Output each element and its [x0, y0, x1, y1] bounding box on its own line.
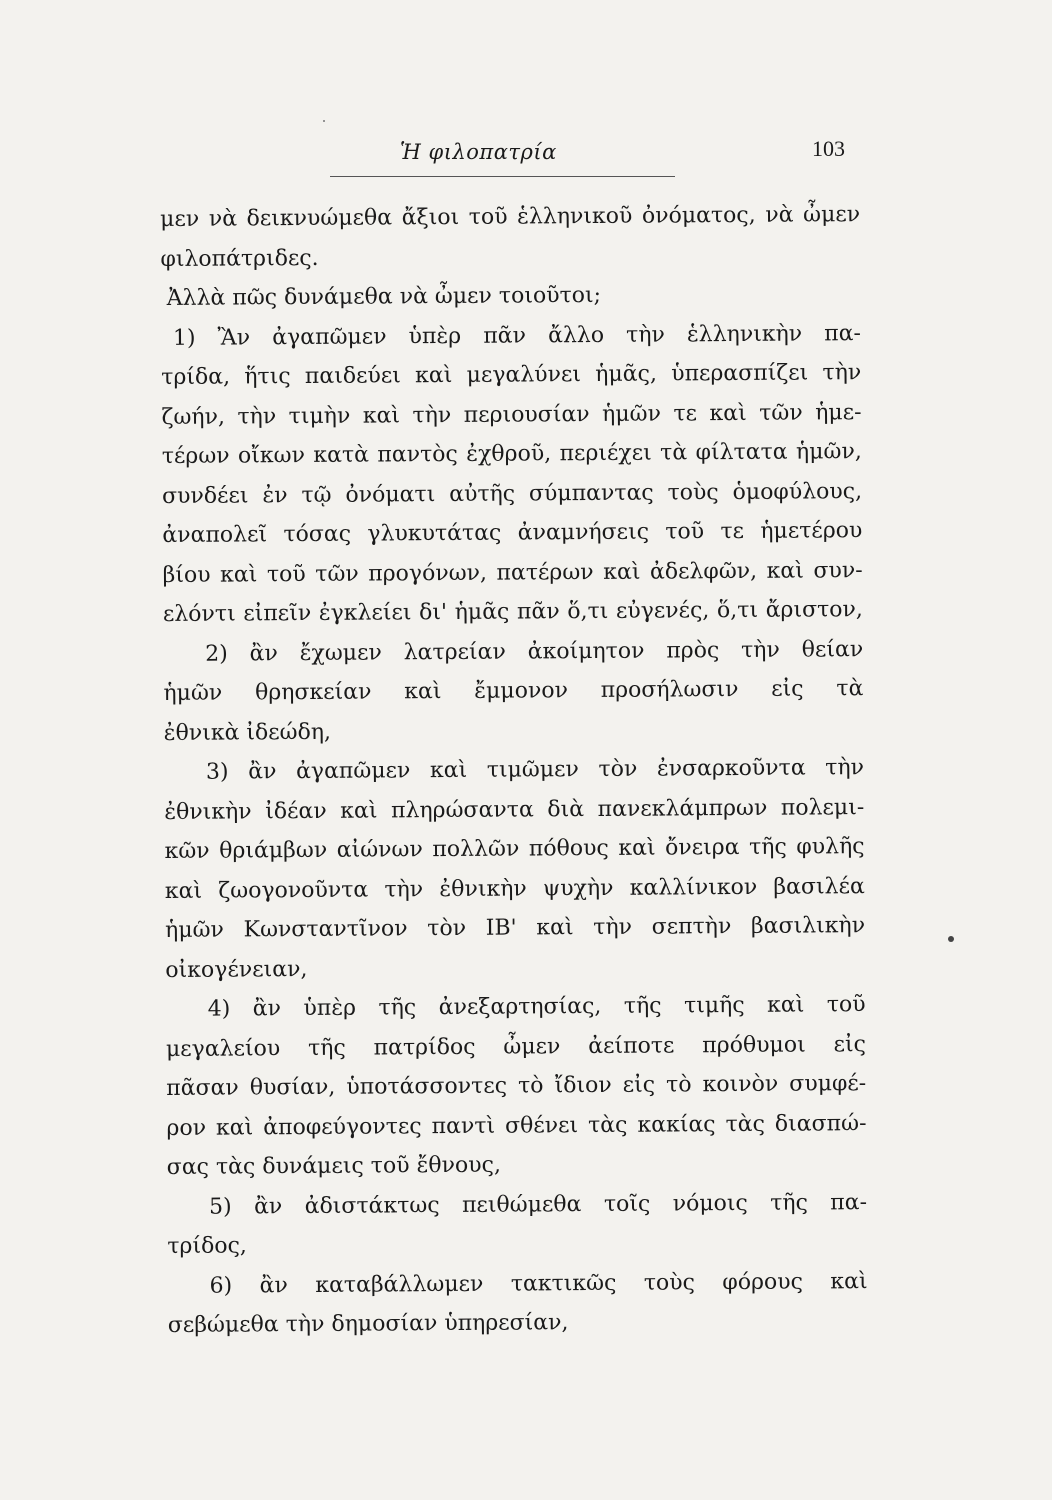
text-line: μεν νὰ δεικνυώμεθα ἄξιοι τοῦ ἑλληνικοῦ ὀνόματος, νὰ ὦμεν	[160, 202, 861, 232]
text-line: φιλοπάτριδες.	[160, 245, 319, 272]
text-line: ἡμῶν θρησκείαν καὶ ἔμμονον προσήλωσιν εἰς τὰ	[163, 676, 864, 706]
text-line: σεβώμεθα τὴν δημοσίαν ὑπηρεσίαν,	[167, 1310, 569, 1338]
text-line: βίου καὶ τοῦ τῶν προγόνων, πατέρων καὶ ἀδελφῶν, καὶ συν-	[162, 557, 863, 588]
header-rule	[330, 176, 675, 177]
text-line: τρίδος,	[167, 1233, 247, 1259]
text-line: οἰκογένειαν,	[165, 956, 308, 983]
text-line: καὶ ζωογονοῦντα τὴν ἐθνικὴν ψυχὴν καλλίνικον βασιλέα	[164, 873, 865, 904]
text-line: 1) Ἂν ἀγαπῶμεν ὑπὲρ πᾶν ἄλλο τὴν ἑλληνικὴν πα-	[172, 320, 862, 351]
text-line: Ἀλλὰ πῶς δυνάμεθα νὰ ὦμεν τοιοῦτοι;	[166, 282, 602, 311]
text-line: ρον καὶ ἀποφεύγοντες παντὶ σθένει τὰς κακίας τὰς διασπώ-	[166, 1110, 867, 1141]
ink-blot	[948, 936, 954, 942]
text-line: ζωήν, τὴν τιμὴν καὶ τὴν περιουσίαν ἡμῶν τε καὶ τῶν ἡμε-	[161, 399, 862, 430]
text-line: πᾶσαν θυσίαν, ὑποτάσσοντες τὸ ἴδιον εἰς τὸ κοινὸν συμφέ-	[166, 1071, 867, 1101]
text-line: 5) ἂν ἀδιστάκτως πειθώμεθα τοῖς νόμοις τῆς πα-	[208, 1189, 868, 1220]
page-number: 103	[812, 136, 845, 161]
text-line: 4) ἂν ὑπὲρ τῆς ἀνεξαρτησίας, τῆς τιμῆς καὶ τοῦ	[207, 992, 866, 1022]
text-line: μεγαλείου τῆς πατρίδος ὦμεν ἀείποτε πρόθυμοι εἰς	[165, 1031, 866, 1062]
text-line: 3) ἂν ἀγαπῶμεν καὶ τιμῶμεν τὸν ἐνσαρκοῦντα τὴν	[205, 755, 865, 785]
text-line: ἐθνικὴν ἰδέαν καὶ πληρώσαντα διὰ πανεκλάμπρων πολεμι-	[164, 794, 865, 825]
body-text	[160, 195, 868, 1345]
text-line: ελόντι εἰπεῖν ἐγκλείει δι' ἡμᾶς πᾶν ὅ,τι εὐγενές, ὅ,τι ἄριστον,	[162, 597, 863, 627]
text-line: ἀναπολεῖ τόσας γλυκυτάτας ἀναμνήσεις τοῦ τε ἡμετέρου	[162, 518, 863, 548]
text-line: ἡμῶν Κωνσταντῖνον τὸν ΙΒ' καὶ τὴν σεπτὴν βασιλικὴν	[165, 913, 866, 943]
text-line: τέρων οἴκων κατὰ παντὸς ἐχθροῦ, περιέχει τὰ φίλτατα ἡμῶν,	[161, 439, 862, 469]
text-line: 2) ἂν ἔχωμεν λατρείαν ἀκοίμητον πρὸς τὴν θείαν	[205, 636, 864, 667]
text-line: κῶν θριάμβων αἰώνων πολλῶν πόθους καὶ ὄνειρα τῆς φυλῆς	[164, 834, 865, 864]
text-line: 6) ἂν καταβάλλωμεν τακτικῶς τοὺς φόρους καὶ	[209, 1268, 868, 1299]
text-line: συνδέει ἐν τῷ ὀνόματι αὐτῆς σύμπαντας τοὺς ὁμοφύλους,	[161, 478, 863, 509]
text-line: σας τὰς δυνάμεις τοῦ ἔθνους,	[166, 1152, 502, 1180]
text-line: ἐθνικὰ ἰδεώδη,	[163, 719, 332, 746]
speck	[323, 120, 325, 122]
text-line: τρίδα, ἥτις παιδεύει καὶ μεγαλύνει ἡμᾶς, ὑπερασπίζει τὴν	[161, 360, 862, 390]
running-title: Ἡ φιλοπατρία	[400, 140, 557, 164]
